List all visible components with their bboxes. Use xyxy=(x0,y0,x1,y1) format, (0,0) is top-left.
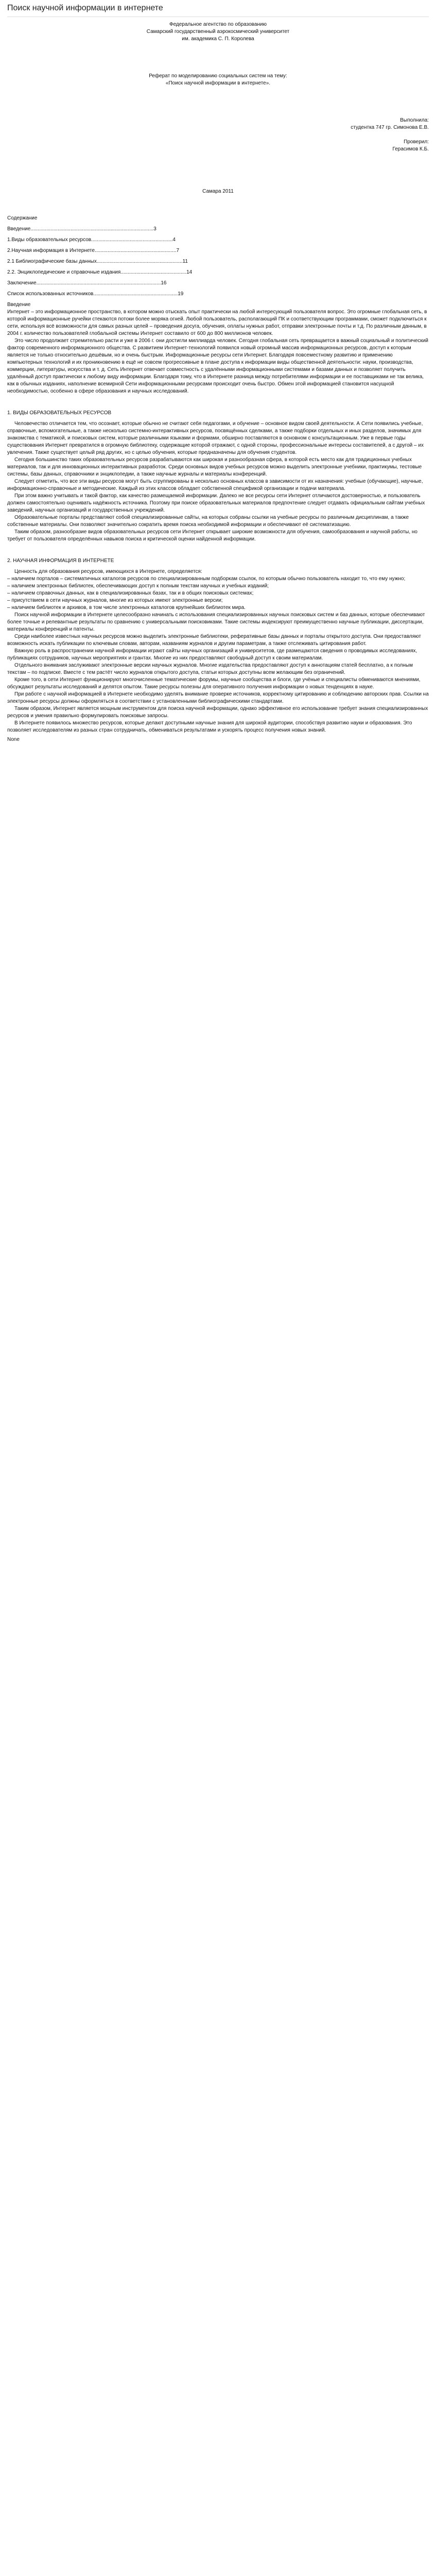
chapter-2-list-item: – наличием электронных библиотек, обеспечивающих доступ к полным текстам научных и учебных изданий; xyxy=(7,583,269,589)
performer-label: Выполнила: xyxy=(400,117,429,123)
chapter-2-paragraph: Среди наиболее известных научных ресурсов можно выделить электронные библиотеки, реферативные базы данных и порталы открытого доступа. Они предоставляют возможность искать публикации по ключевым словам, авторам, названиям журналов и другим параметрам, а также отслеживать цитирования работ. xyxy=(7,634,422,647)
table-of-contents xyxy=(7,215,429,298)
document-page xyxy=(0,0,436,754)
chapter-2-paragraph: В Интернете появилось множество ресурсов, которые делают доступными научные знания для широкой аудитории, способствуя развитию науки и образования. Это позволяет исследователям из разных стран сотрудничать, обмениваться результатами и ускорять процесс получения новых знаний. xyxy=(7,720,412,733)
chapter-1-paragraph: Человечество отличается тем, что осознает, которые обычно не считают себя педагогами, и обучение – основное видом своей деятельности. А Сети появились учебные, справочные, вспомогательные, а также несколько системно-интерактивных ресурсов, посвящённых сделками, а также подборки отдельных и иных разделов, значимых для знакомства с тематикой, и поисковых систем, которые различными языками и формами, обширно поставляются в основном с консультационным. Уже в первые годы существования Интернет превратился в огромную библиотеку, содержащие которой отражают, с одной стороны, профессиональные интересы составителей, а с другой – их увлечения. Также существует целый ряд других, но с целью обучения, которые предназначены для обучения студентов. xyxy=(7,421,424,455)
checker-name: Герасимов К.Б. xyxy=(392,146,429,152)
chapter-1-paragraph: Таким образом, разнообразие видов образовательных ресурсов сети Интернет открывает широкие возможности для обучения, самообразования и научной работы, но требует от пользователя определённых навыков поиска и критической оценки найденной информации. xyxy=(7,529,417,542)
chapter-1-paragraph: Следует отметить, что все эти виды ресурсов могут быть сгруппированы в несколько основных классов в зависимости от их назначения: учебные (обучающие), научные, информационно-справочные и методические. Каждый из этих классов обладает собственной спецификой организации и подачи материала. xyxy=(7,479,423,492)
chapter-2-list-item: – присутствием в сети научных журналов, многие из которых имеют электронные версии; xyxy=(7,598,223,603)
chapter-1-section xyxy=(7,410,429,543)
chapter-2-paragraph: Отдельного внимания заслуживают электронные версии научных журналов. Многие издательства предоставляют доступ к аннотациям статей бесплатно, а к полным текстам – по подписке. Вместе с тем растёт число журналов открытого доступа, статьи которых доступны всем желающим без ограничений. xyxy=(7,663,413,675)
toc-heading: Содержание xyxy=(7,215,38,221)
chapter-2-list-item: – наличием библиотек и архивов, в том числе электронных каталогов крупнейших библиотек мира. xyxy=(7,605,246,611)
chapter-2-paragraph: Важную роль в распространении научной информации играют сайты научных организаций и университетов, где размещаются сведения о проводимых исследованиях, публикациях сотрудников, научных мероприятиях и грантах. Многие из них предоставляют свободный доступ к своим материалам. xyxy=(7,648,417,661)
intro-paragraph: Это число продолжает стремительно расти и уже в 2006 г. они достигли миллиарда человек. Сегодня глобальная сеть превращается в важный социальный и политический фактор современного информационного общества. С развитием Интернет-технологий появился новый огромный массив информационных ресурсов, доступ к которым является не только относительно дешёвым, но и очень быстрым. Информационные ресурсы сети Интернет. Благодаря повсеместному развитию и применению компьютерных технологий и их проникновению в ещё не совсем прогрессивные в плане доступа к информации виды общественной деятельности: науки, производства, коммерции, литературы, искусства и т. д. Сеть Интернет отвечает совместность с удалёнными информационными системами и базами данных и позволяет получить удалённый доступ практически к любому виду информации. Благодаря тому, что в Интернете разница между потребителями информации и ее поставщиками не так велика, как в обычных изданиях, наполнение всемирной Сети информационными ресурсами происходит очень быстро. Обмен этой информацией становится насущной необходимостью, особенно в сфере образования и научных исследований. xyxy=(7,338,428,394)
chapter-2-list-item: – наличием справочных данных, как в специализированных базах, так и в общих поисковых системах; xyxy=(7,590,254,596)
page-title: Поиск научной информации в интернете xyxy=(7,3,429,17)
toc-item: Список использованных источников...........................................................19 xyxy=(7,291,184,297)
chapter-2-paragraph: Кроме того, в сети Интернет функционируют многочисленные тематические форумы, научные сообщества и блоги, где учёные и специалисты обмениваются мнениями, обсуждают результаты исследований и делятся опытом. Такие ресурсы полезны для оперативного получения информации о новых тенденциях в науке. xyxy=(7,677,421,690)
author-block xyxy=(7,117,429,153)
chapter-2-paragraph: Ценность для образования ресурсов, имеющихся в Интернете, определяется: xyxy=(14,569,202,574)
chapter-1-paragraph: При этом важно учитывать и такой фактор, как качество размещаемой информации. Далеко не все ресурсы сети Интернет отличаются достоверностью, и пользователь должен самостоятельно оценивать надёжность источника. Поэтому при поиске образовательных материалов предпочтение следует отдавать официальным сайтам учебных заведений, научных организаций и государственных учреждений. xyxy=(7,493,425,513)
org-line-agency: Федеральное агентство по образованию xyxy=(169,22,267,27)
intro-paragraph: Интернет – это информационное пространство, в котором можно отыскать опыт практически на любой интересующий пользователя вопрос. Это огромные глобальная сеть, в которой информационные ручейки стекаются потоки более моряка огней. Любой пользователь, располагающий ПК и соответствующим программами, сможет подключиться к сети, используя всё возможности для самых разных целей – проведения досуга, обучения, оплаты нужных работ, отправки электронные почты и т.д. По различным данным, в 2004 г. количество пользователей глобальной системы Интернет составило от 600 до 800 миллионов человек. xyxy=(7,309,427,336)
abstract-block xyxy=(7,73,429,87)
org-line-academician: им. академика С. П. Королева xyxy=(182,36,254,42)
toc-item: 1.Виды образовательных ресурсов.........................................................4 xyxy=(7,237,176,243)
chapter-1-paragraph: Образовательные порталы представляют собой специализированные сайты, на которых собраны ссылки на учебные ресурсы по различным дисциплинам, а также собственные материалы. Они позволяют значительно сократить время поиска необходимой информации и обеспечивают её систематизацию. xyxy=(7,515,409,528)
chapter-2-paragraph: Таким образом, Интернет является мощным инструментом для поиска научной информации, однако эффективное его использование требует знания специализированных ресурсов и умения правильно формулировать поисковые запросы. xyxy=(7,706,428,719)
checker-label: Проверил: xyxy=(404,139,429,145)
toc-item: 2.Научная информация в Интернете.........................................................7 xyxy=(7,248,179,253)
abstract-line-title: «Поиск научной информации в интернете». xyxy=(165,80,271,86)
chapter-2-section xyxy=(7,557,429,734)
toc-item: 2.2. Энциклопедические и справочные издания..............................................14 xyxy=(7,269,193,275)
intro-heading: Введение xyxy=(7,302,31,308)
abstract-line-topic: Реферат по моделированию социальных систем на тему: xyxy=(149,73,287,79)
toc-item: Заключение.......................................................................................16 xyxy=(7,280,167,286)
chapter-2-paragraph: Поиск научной информации в Интернете целесообразно начинать с использования специализированных научных поисковых систем и баз данных, которые обеспечивают более точные и релевантные результаты по сравнению с универсальными поисковиками. Такие системы индексируют преимущественно научные публикации, диссертации, материалы конференций и патенты. xyxy=(7,612,425,632)
chapter-2-heading: 2. НАУЧНАЯ ИНФОРМАЦИЯ В ИНТЕРНЕТЕ xyxy=(7,558,114,564)
chapter-1-paragraph: Сегодня большинство таких образовательных ресурсов разрабатываются как широкая и разнообразная сфера, в которой есть место как для традиционных учебных материалов, так и для инновационных интерактивных разработок. Среди основных видов учебных ресурсов можно выделить электронные учебники, практикумы, тестовые системы, базы данных, справочники и энциклопедии, а также научные журналы и материалы конференций. xyxy=(7,457,422,477)
toc-item: Введение......................................................................................3 xyxy=(7,226,156,232)
city-year: Самара 2011 xyxy=(202,189,234,194)
chapter-2-list-item: – наличием порталов – систематичных каталогов ресурсов по специализированным подборкам ссылок, по которым обычно пользователь находит то, что ему нужно; xyxy=(7,576,406,582)
trailing-none-text: None xyxy=(7,737,20,742)
chapter-2-paragraph: При работе с научной информацией в Интернете необходимо уделять внимание проверке источников, корректному цитированию и соблюдению авторских прав. Ссылки на электронные ресурсы должны оформляться в соответствии с установленными библиографическими стандартами. xyxy=(7,691,429,704)
performer-name: студентка 747 гр. Симонова Е.В. xyxy=(351,125,429,130)
introduction-section xyxy=(7,301,429,395)
org-line-university: Самарский государственный аэрокосмический университет xyxy=(146,29,290,35)
toc-item: 2.1 Библиографические базы данных............................................................11 xyxy=(7,259,188,264)
organization-block xyxy=(7,21,429,43)
chapter-1-heading: 1. ВИДЫ ОБРАЗОВАТЕЛЬНЫХ РЕСУРСОВ xyxy=(7,410,112,416)
